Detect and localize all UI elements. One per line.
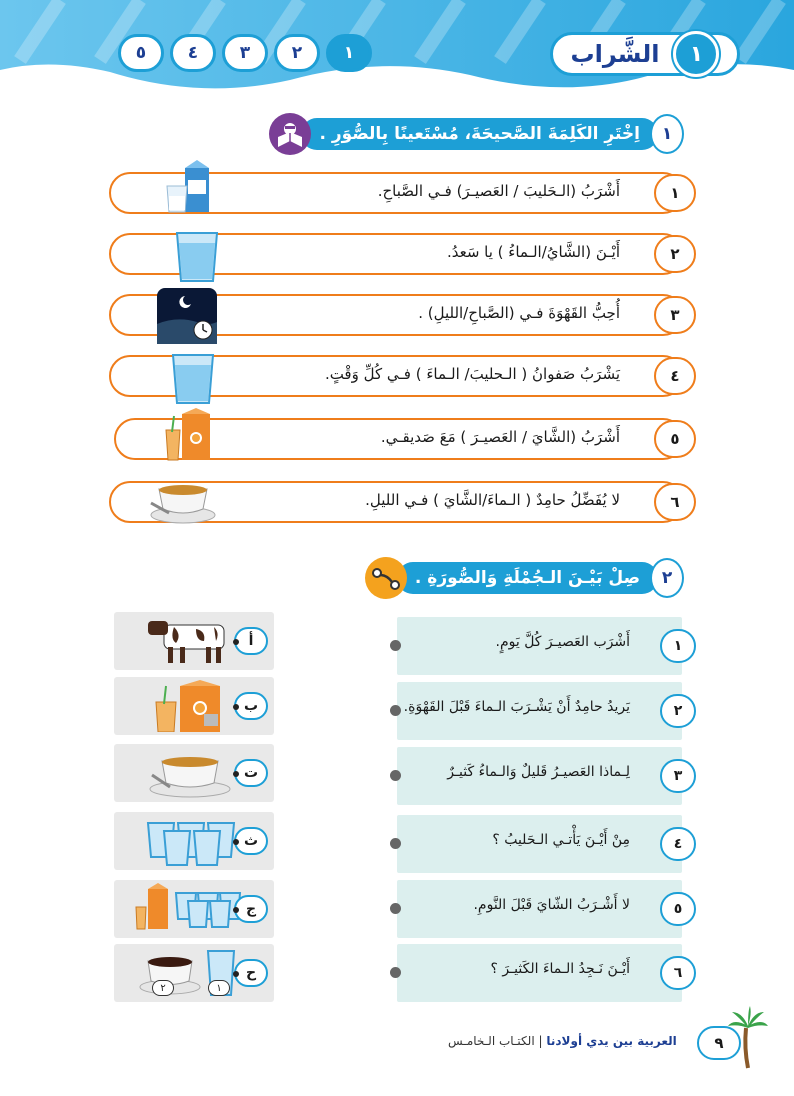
picture-tag: ٢ bbox=[152, 980, 174, 996]
footer-series: العربية بين يدي أولادنا bbox=[546, 1034, 677, 1048]
lesson-nav-2[interactable]: ٢ bbox=[274, 34, 320, 72]
exercise2-sentence-3 bbox=[397, 747, 682, 805]
picture-letter[interactable]: أ bbox=[234, 627, 268, 655]
exercise1-instruction: اِخْتَرِ الكَلِمَةَ الصَّحيحَةَ، مُسْتَعينًا بِالصُّوَرِ . bbox=[301, 118, 658, 150]
exercise1-item-number: ٣ bbox=[654, 296, 696, 334]
lesson-nav-4[interactable]: ٤ bbox=[170, 34, 216, 72]
footer-separator: | bbox=[538, 1034, 543, 1048]
palm-tree-icon bbox=[728, 1004, 768, 1070]
reading-icon bbox=[269, 113, 311, 155]
sentence-number: ٦ bbox=[660, 956, 696, 990]
exercise1-item-1 bbox=[109, 172, 684, 214]
exercise1-item-text[interactable]: أُحِبُّ القَهْوَةَ فـي (الصَّباحِ/الليلِ) . bbox=[418, 304, 620, 322]
exercise2-number: ٢ bbox=[650, 558, 684, 598]
connect-dot[interactable] bbox=[390, 640, 401, 651]
lesson-nav-1[interactable]: ١ bbox=[326, 34, 372, 72]
exercise1-item-text[interactable]: أَشْرَبُ (الشَّايَ / العَصيـرَ ) مَعَ صَديقـي. bbox=[380, 428, 620, 446]
footer-book: الكتـاب الـخامـس bbox=[448, 1034, 535, 1048]
exercise1-item-number: ٢ bbox=[654, 235, 696, 273]
picture-letter[interactable]: ت bbox=[234, 759, 268, 787]
water-glasses-icon bbox=[134, 815, 244, 867]
exercise1-item-text[interactable]: أَشْرَبُ (الـحَليبَ / العَصيـرَ) فـي الصَّباحِ. bbox=[377, 182, 620, 200]
footer-book-title bbox=[448, 1034, 677, 1048]
exercise2-sentence-6 bbox=[397, 944, 682, 1002]
juice-carton-icon bbox=[162, 408, 218, 464]
connect-dot[interactable] bbox=[390, 705, 401, 716]
exercise1-item-number: ٦ bbox=[654, 483, 696, 521]
sentence-number: ٥ bbox=[660, 892, 696, 926]
exercise2-banner bbox=[365, 557, 684, 599]
exercise2-sentence-1 bbox=[397, 617, 682, 675]
exercise2-picture-f bbox=[114, 944, 274, 1002]
lesson-nav bbox=[118, 34, 372, 72]
cow-icon bbox=[134, 615, 244, 667]
exercise2-picture-d bbox=[114, 812, 274, 870]
exercise1-item-5 bbox=[114, 418, 684, 460]
sentence-text: لا أَشْـرَبُ الشّايَ قَبْلَ النَّومِ. bbox=[473, 897, 630, 913]
page-number: ٩ bbox=[697, 1026, 741, 1060]
sentence-text: لِـماذا العَصيـرُ قَليلٌ وَالـماءُ كَثيـرٌ bbox=[447, 764, 630, 780]
picture-tag: ١ bbox=[208, 980, 230, 996]
exercise2-picture-a bbox=[114, 612, 274, 670]
picture-letter[interactable]: ج bbox=[234, 895, 268, 923]
exercise2-picture-c bbox=[114, 744, 274, 802]
exercise2-sentence-5 bbox=[397, 880, 682, 938]
lesson-title: الشَّراب bbox=[570, 40, 660, 68]
sentence-number: ١ bbox=[660, 629, 696, 663]
picture-letter[interactable]: ث bbox=[234, 827, 268, 855]
picture-letter[interactable]: ح bbox=[234, 959, 268, 987]
exercise1-item-2 bbox=[109, 233, 684, 275]
water-glass-icon bbox=[169, 229, 225, 285]
sentence-text: أَيْـنَ نَـجِدُ الـماءَ الكَثيـرَ ؟ bbox=[490, 961, 630, 977]
exercise1-item-number: ٤ bbox=[654, 357, 696, 395]
exercise1-item-number: ٥ bbox=[654, 420, 696, 458]
connect-dot[interactable] bbox=[390, 770, 401, 781]
sentence-text: يَريدُ حامِدٌ أَنْ يَشْـرَبَ الـماءَ قَبْلَ القَهْوَةِ. bbox=[403, 699, 630, 715]
connect-dot[interactable] bbox=[390, 903, 401, 914]
picture-letter[interactable]: ب bbox=[234, 692, 268, 720]
milk-carton-icon bbox=[163, 160, 219, 216]
exercise1-item-text[interactable]: أَيْـنَ (الشَّايُ/الـماءُ ) يا سَعدُ. bbox=[446, 243, 620, 261]
lesson-number: ١ bbox=[673, 31, 719, 77]
exercise2-instruction: صِلْ بَيْـنَ الـجُمْلَةِ وَالصُّورَةِ . bbox=[397, 562, 658, 594]
juice-and-glasses-icon bbox=[134, 883, 244, 935]
exercise1-number: ١ bbox=[650, 114, 684, 154]
exercise1-item-number: ١ bbox=[654, 174, 696, 212]
exercise1-banner bbox=[269, 113, 684, 155]
water-glass-icon bbox=[165, 351, 221, 407]
exercise2-picture-b bbox=[114, 677, 274, 735]
juice-carton-icon bbox=[134, 680, 244, 732]
exercise2-sentence-2 bbox=[397, 682, 682, 740]
exercise1-item-3 bbox=[109, 294, 684, 336]
connect-line-icon bbox=[365, 557, 407, 599]
connect-dot[interactable] bbox=[390, 967, 401, 978]
sentence-number: ٤ bbox=[660, 827, 696, 861]
exercise2-picture-e bbox=[114, 880, 274, 938]
exercise1-item-text[interactable]: لا يُفَضِّلُ حامِدٌ ( الـماءَ/الشَّايَ ) فـي الليلِ. bbox=[365, 491, 620, 509]
sentence-number: ٢ bbox=[660, 694, 696, 728]
connect-dot[interactable] bbox=[390, 838, 401, 849]
lesson-nav-3[interactable]: ٣ bbox=[222, 34, 268, 72]
exercise1-item-text[interactable]: يَشْرَبُ صَفوانُ ( الـحليبَ/ الـماءَ ) فـي كُلِّ وَقْتٍ. bbox=[324, 365, 620, 383]
lesson-title-tab bbox=[550, 32, 740, 76]
night-clock-icon bbox=[157, 288, 217, 344]
sentence-text: أَشْرَب العَصيـرَ كُلَّ يَومٍ. bbox=[495, 634, 630, 650]
lesson-nav-5[interactable]: ٥ bbox=[118, 34, 164, 72]
exercise1-item-4 bbox=[109, 355, 684, 397]
sentence-number: ٣ bbox=[660, 759, 696, 793]
exercise1-item-6 bbox=[109, 481, 684, 523]
tea-cup-icon bbox=[149, 475, 217, 525]
header-banner bbox=[0, 0, 794, 95]
exercise2-sentence-4 bbox=[397, 815, 682, 873]
sentence-text: مِنْ أَيْـنَ يَأْتـي الـحَليبُ ؟ bbox=[492, 832, 630, 848]
tea-cup-icon bbox=[134, 747, 244, 799]
